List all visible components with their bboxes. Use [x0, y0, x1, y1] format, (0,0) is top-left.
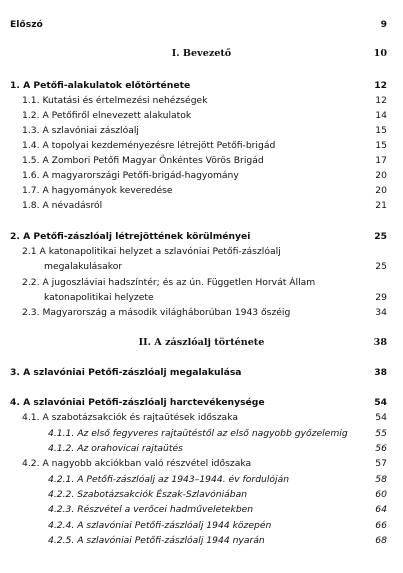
- toc-entry-title: 4.2. A nagyobb akciókban való részvétel időszaka: [22, 458, 252, 469]
- toc-entry-title: 1.4. A topolyai kezdeményezésre létrejött Petőfi-brigád: [22, 140, 276, 151]
- toc-entry-page: 10: [373, 48, 387, 59]
- toc-entry-page: 12: [374, 80, 387, 91]
- toc-entry-continuation: [0, 291, 403, 305]
- toc-entry: [0, 169, 403, 183]
- toc-entry-title: 4.1.2. Az orahovicai rajtaütés: [48, 443, 183, 454]
- toc-subentry: [0, 442, 403, 456]
- toc-entry-continuation: [0, 260, 403, 274]
- toc-entry-title: megalakulásakor: [44, 261, 123, 272]
- toc-entry-title: 4.2.5. A szlavóniai Petőfi-zászlóalj 1944 nyarán: [48, 535, 265, 546]
- toc-entry-page: 34: [375, 307, 387, 318]
- toc-entry: [0, 154, 403, 168]
- toc-entry-page: 25: [375, 261, 387, 272]
- toc-entry-title: 2.1 A katonapolitikai helyzet a szlavóniai Petőfi-zászlóalj: [22, 246, 281, 257]
- toc-entry-title: 4.2.1. A Petőfi-zászlóalj az 1943–1944. év fordulóján: [48, 474, 290, 485]
- toc-entry-page: 15: [375, 140, 387, 151]
- toc-chapter: [0, 230, 403, 244]
- toc-entry-title: katonapolitikai helyzete: [44, 292, 154, 303]
- toc-entry-foreword: [0, 18, 403, 32]
- toc-entry-title: 1.1. Kutatási és értelmezési nehézségek: [22, 95, 208, 106]
- toc-entry: [0, 457, 403, 471]
- toc-entry-title: 2.3. Magyarország a második világháborúban 1943 őszéig: [22, 307, 291, 318]
- toc-entry-page: 56: [375, 443, 387, 454]
- toc-entry-title: 4.2.4. A szlavóniai Petőfi-zászlóalj 1944 közepén: [48, 520, 272, 531]
- toc-entry-title: 1. A Petőfi-alakulatok előtörténete: [10, 80, 191, 91]
- toc-entry-page: 14: [375, 110, 387, 121]
- toc-entry-title: II. A zászlóalj története: [138, 337, 265, 348]
- toc-subentry: [0, 534, 403, 548]
- toc-entry-title: 4.2.2. Szabotázsakciók Észak-Szlavóniában: [48, 489, 248, 500]
- toc-entry-page: 17: [375, 155, 387, 166]
- toc-entry-title: 2.2. A jugoszláviai hadszíntér; és az ún. Független Horvát Állam: [22, 277, 316, 288]
- toc-entry-page: 20: [375, 185, 387, 196]
- toc-part-heading: [0, 47, 403, 61]
- toc-entry-page: 38: [373, 337, 387, 348]
- toc-entry-page: 20: [375, 170, 387, 181]
- toc-entry-page: 55: [375, 428, 387, 439]
- toc-chapter: [0, 396, 403, 410]
- toc-subentry: [0, 473, 403, 487]
- toc-chapter: [0, 79, 403, 93]
- toc-entry: [0, 94, 403, 108]
- toc-entry-page: 21: [375, 200, 387, 211]
- toc-part-heading: [0, 336, 403, 350]
- toc-subentry: [0, 519, 403, 533]
- toc-entry-title: 2. A Petőfi-zászlóalj létrejöttének körülményei: [10, 231, 251, 242]
- toc-entry-page: 60: [375, 489, 387, 500]
- toc-entry-title: I. Bevezető: [171, 48, 232, 59]
- toc-subentry: [0, 488, 403, 502]
- toc-entry-page: 9: [380, 19, 387, 30]
- toc-entry-page: 54: [374, 397, 387, 408]
- toc-entry: [0, 184, 403, 198]
- toc-entry-title: Előszó: [10, 19, 43, 30]
- toc-entry-title: 1.3. A szlavóniai zászlóalj: [22, 125, 139, 136]
- toc-entry-page: 66: [375, 520, 387, 531]
- toc-chapter: [0, 366, 403, 380]
- toc-entry: [0, 124, 403, 138]
- toc-entry-page: 12: [375, 95, 387, 106]
- toc-entry-page: 57: [375, 458, 387, 469]
- toc-entry-page: 38: [374, 367, 387, 378]
- toc-entry: [0, 411, 403, 425]
- toc-entry-title: 1.5. A Zombori Petőfi Magyar Önkéntes Vörös Brigád: [22, 155, 264, 166]
- toc-entry-page: 68: [375, 535, 387, 546]
- toc-entry: [0, 199, 403, 213]
- toc-entry: [0, 109, 403, 123]
- toc-subentry: [0, 427, 403, 441]
- toc-entry-title: 3. A szlavóniai Petőfi-zászlóalj megalakulása: [10, 367, 242, 378]
- toc-entry: [0, 276, 403, 290]
- toc-entry-title: 4. A szlavóniai Petőfi-zászlóalj harctevékenysége: [10, 397, 265, 408]
- toc-entry: [0, 306, 403, 320]
- toc-entry-page: 29: [375, 292, 387, 303]
- toc-entry-page: 64: [375, 504, 387, 515]
- toc-entry-page: 15: [375, 125, 387, 136]
- toc-entry-page: 54: [375, 412, 387, 423]
- toc-entry-title: 4.1. A szabotázsakciók és rajtaütések időszaka: [22, 412, 238, 423]
- toc-entry-title: 4.1.1. Az első fegyveres rajtaütéstől az első nagyobb győzelemig: [48, 428, 348, 439]
- toc-entry-title: 4.2.3. Részvétel a verőcei hadműveletekben: [48, 504, 254, 515]
- toc-entry-title: 1.6. A magyarországi Petőfi-brigád-hagyomány: [22, 170, 239, 181]
- toc-entry-title: 1.8. A névadásról: [22, 200, 103, 211]
- toc-subentry: [0, 503, 403, 517]
- toc-entry-page: 58: [375, 474, 387, 485]
- toc-entry-page: 25: [374, 231, 387, 242]
- toc-entry-title: 1.7. A hagyományok keveredése: [22, 185, 173, 196]
- toc-entry-title: 1.2. A Petőfiről elnevezett alakulatok: [22, 110, 192, 121]
- toc-entry: [0, 139, 403, 153]
- toc-entry: [0, 245, 403, 259]
